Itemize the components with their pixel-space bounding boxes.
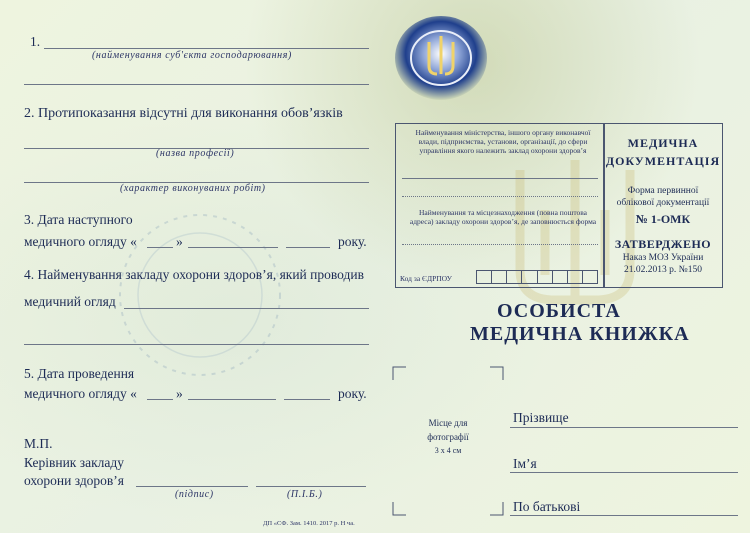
order-label: Наказ МОЗ України (622, 253, 704, 263)
quote-close-2: » (176, 386, 183, 401)
form-label-2: облікової документації (616, 198, 710, 208)
doc-type-box (603, 123, 723, 288)
patronymic-label: По батькові (513, 499, 581, 514)
form-header-box (395, 123, 605, 288)
item3-next-exam-label: 3. Дата наступного (24, 212, 133, 227)
edrpou-code-cells[interactable] (476, 270, 598, 284)
next-exam-month-field[interactable] (188, 247, 278, 248)
doc-type-title: МЕДИЧНА (627, 136, 699, 150)
next-exam-day-field[interactable] (147, 247, 173, 248)
hologram-seal-icon (393, 14, 489, 102)
head-label: Керівник закладу (24, 455, 124, 470)
item5-exam-label: медичного огляду « (24, 386, 137, 401)
organization-caption: (найменування суб'єкта господарювання) (92, 50, 292, 61)
first-name-field[interactable] (510, 472, 738, 473)
watermark-emblem-left (110, 195, 290, 395)
full-name-field[interactable] (256, 486, 366, 487)
form-label: Форма первинної (627, 186, 699, 196)
address-text: Найменування та місцезнаходження (повна поштова адреса) закладу охорони здоров’я, де заповнюється форма (409, 208, 597, 226)
book-title-2: МЕДИЧНА КНИЖКА (470, 323, 690, 345)
year-label: року. (338, 234, 367, 249)
signature-field[interactable] (136, 486, 248, 487)
work-type-caption: (характер виконуваних робіт) (120, 183, 266, 194)
profession-caption: (назва професії) (156, 148, 235, 159)
name-caption: (П.І.Б.) (287, 489, 323, 500)
first-name-label: Ім’я (513, 456, 537, 471)
exam-month-field[interactable] (188, 399, 276, 400)
surname-label: Прізвище (513, 410, 569, 425)
approved-label: ЗАТВЕРДЖЕНО (614, 237, 712, 251)
edrpou-label: Код за ЄДРПОУ (400, 274, 452, 283)
form-number: № 1-ОМК (635, 212, 691, 226)
facility-field-2[interactable] (24, 344, 369, 345)
patronymic-field[interactable] (510, 515, 738, 516)
item5-exam-date-label: 5. Дата проведення (24, 366, 135, 381)
quote-close: » (176, 234, 183, 249)
facility-field[interactable] (124, 308, 369, 309)
next-exam-year-field[interactable] (286, 247, 330, 248)
item1-number: 1. (30, 34, 41, 49)
year-label-2: року. (338, 386, 367, 401)
photo-place-label: Місце для (428, 418, 468, 428)
exam-year-field[interactable] (284, 399, 330, 400)
item4-facility-label: 4. Найменування закладу охорони здоров’я, який проводив (24, 267, 364, 282)
signature-caption: (підпис) (175, 489, 214, 500)
print-footer: ДП «СФ. Зам. 1410. 2017 р. Н ча. (263, 520, 355, 527)
stamp-place-label: М.П. (24, 436, 53, 451)
order-date: 21.02.2013 р. №150 (624, 265, 702, 275)
exam-day-field[interactable] (147, 399, 173, 400)
surname-field[interactable] (510, 427, 738, 428)
ministry-text: Найменування міністерства, іншого органу виконавчої влади, підприємства, установи, організації, до сфери управління якого належить заклад охорони здоров’я (415, 128, 591, 155)
photo-size-label: 3 х 4 см (434, 446, 462, 455)
book-title: ОСОБИСТА (497, 300, 621, 322)
head-label-2: охорони здоров’я (24, 473, 125, 488)
item4-exam-label: медичний огляд (24, 294, 116, 309)
item2-contraindications: 2. Протипоказання відсутні для виконання обов’язків (24, 106, 343, 121)
doc-type-title-2: ДОКУМЕНТАЦІЯ (605, 154, 721, 168)
item3-exam-label: медичного огляду « (24, 234, 137, 249)
photo-place-label-2: фотографії (427, 432, 469, 442)
